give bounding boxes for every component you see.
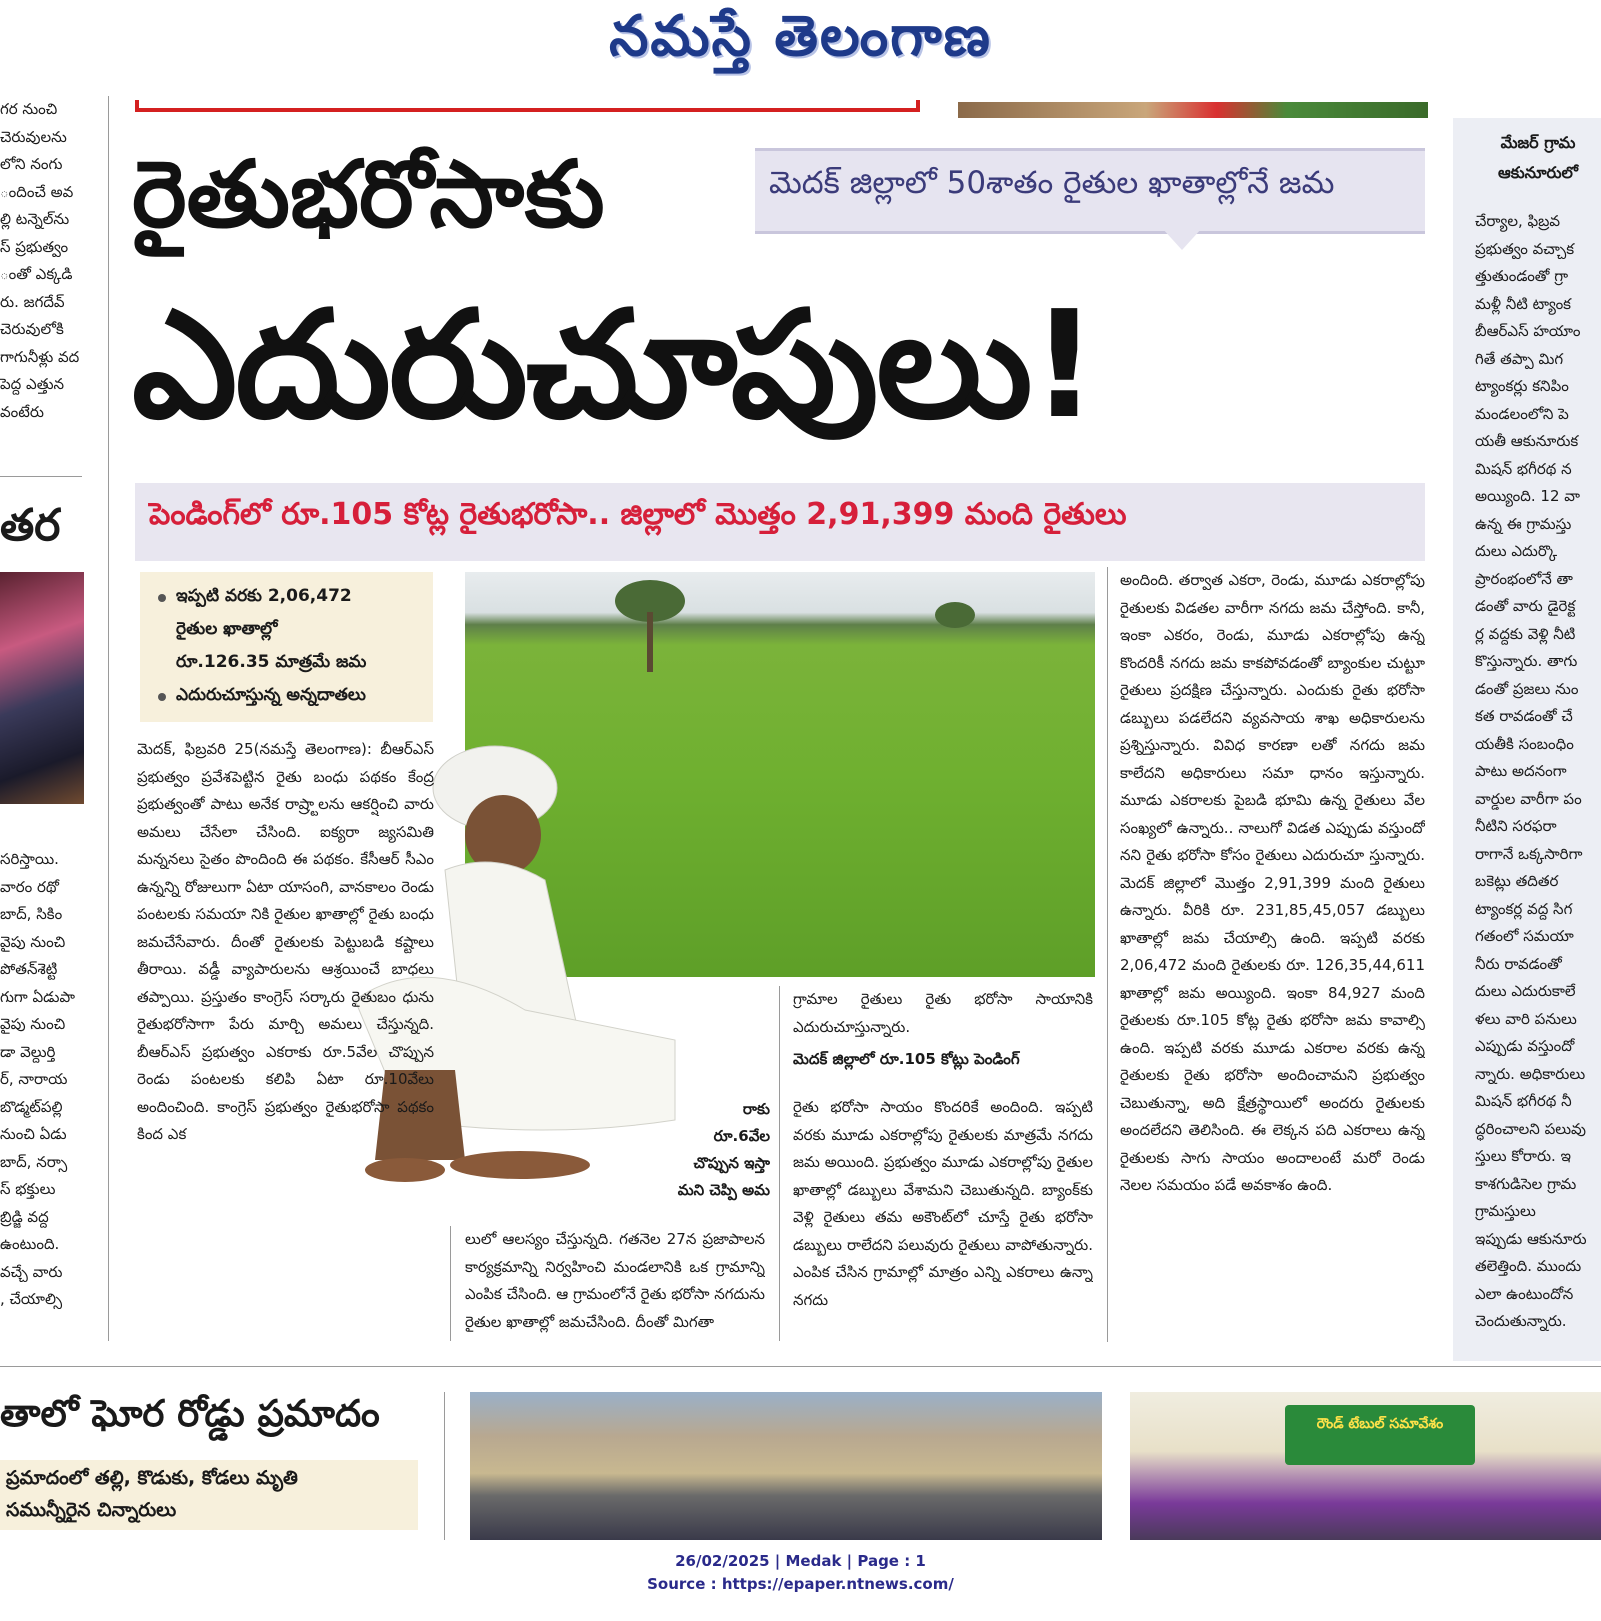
- column-rule: [450, 1226, 451, 1341]
- masthead: [0, 0, 1601, 90]
- page-footer: [0, 1550, 1601, 1596]
- banner-text: పెండింగ్‌లో రూ.105 కోట్ల రైతుభరోసా.. జిల్లాలో మొత్తం 2,91,399 మంది రైతులు: [149, 497, 1127, 532]
- subheadline-box: [755, 148, 1425, 234]
- footer-source: Source : https://epaper.ntnews.com/: [647, 1575, 954, 1593]
- right-story-text: చేర్యాల, ఫిబ్రవ ప్రభుత్వం వచ్చాక త్తుతుండంతో గ్రా మళ్లీ నీటి ట్యాంక బీఆర్‌ఎస్ హయాం గితే తప్పా మిగ ట్యాంకర్లు కనిపిం మండలంలోని పె యతీ ఆకునూరుక మిషన్ భగీరథ న అయ్యింది. 12 వా ఉన్న ఈ గ్రామస్తు దులు ఎదుర్కొ ప్రారంభంలోనే తా డంతో వారు డైరెక్ట ర్ల వద్దకు వెళ్లి నీటి కొస్తున్నారు. తాగు డంతో ప్రజలు నుం కత రావడంతో చే యతీకి సంబంధిం పాటు అదనంగా వార్డుల వారీగా పం నీటిని సరఫరా రాగానే ఒక్కసారిగా బకెట్లు తదితర ట్యాంకర్ల వద్ద సిగ గతంలో సమయా నీరు రావడంతో దులు ఎదురుకాలే ళలు వారి పనులు ఎప్పుడు వస్తుందో న్నారు. అధికారులు మిషన్ భగీరథ నీ ద్ధరించాలని పలువు స్తులు కోరారు. ఇ కాశగుడిసెల గ్రామ గ్రామస్తులు ఇప్పుడు ఆకునూరు తలెత్తింది. ముందు ఎలా ఉంటుందోన చెందుతున్నారు.: [1475, 212, 1587, 1330]
- bottom-story-subhead: ప్రమాదంలో తల్లి, కొడుకు, కోడలు మృతి సమున్నీరైన చిన్నారులు: [0, 1460, 418, 1530]
- left-divider: [0, 476, 82, 477]
- tree-trunk: [647, 612, 653, 672]
- photo-caption: రాకు రూ.6వేల చొప్పున ఇస్తా మని చెప్పి అమ: [677, 1100, 770, 1199]
- roundtable-banner-text: రౌండ్ టేబుల్ సమావేశం: [1316, 1416, 1444, 1432]
- article-subheading: మెదక్ జిల్లాలో రూ.105 కోట్లు పెండింగ్: [793, 1050, 1020, 1068]
- column-rule: [444, 1392, 445, 1540]
- key-point-1: ఇప్పటి వరకు 2,06,472: [152, 580, 421, 613]
- key-point-1-line-2: రైతుల ఖాతాల్లో: [176, 619, 278, 639]
- column-rule: [779, 986, 780, 1341]
- top-photo-strip: [958, 102, 1428, 118]
- right-story-headline: మేజర్ గ్రామ ఆకునూరులో: [1497, 133, 1579, 182]
- key-point-2: ఎదురుచూస్తున్న అన్నదాతలు: [152, 679, 421, 712]
- bottom-story-headline: తాలో ఘోర రోడ్డు ప్రమాదం: [0, 1392, 380, 1435]
- article-column-3: రైతు భరోసా సాయం కొందరికే అందింది. ఇప్పటి వరకు మూడు ఎకరాల్లోపు రైతులకు మాత్రమే నగదు జమ అయింది. ప్రభుత్వం మూడు ఎకరాల్లోపు రైతుల ఖాతాల్లో డబ్బులు వేశామని చెబుతున్నది. బ్యాంక్‌కు వెళ్లి రైతులు తమ అకౌంట్‌లో చూస్తే రైతు భరోసా డబ్బులు రాలేదని పలువురు రైతులు వాపోతున్నారు. ఎంపిక చేసిన గ్రామాల్లో మాత్రం ఎన్ని ఎకరాలు ఉన్నా నగదు: [793, 1098, 1093, 1309]
- article-column-2: లులో ఆలస్యం చేస్తున్నది. గతనెల 27న ప్రజాపాలన కార్యక్రమాన్ని నిర్వహించి మండలానికి ఒక గ్రామాన్ని ఎంపిక చేసింది. ఆ గ్రామంలోనే రైతు భరోసా నగదును రైతుల ఖాతాల్లో జమచేసింది. దీంతో మిగతా: [465, 1230, 765, 1331]
- headline-line-2: ఎదురుచూపులు!: [132, 279, 1096, 451]
- left-column-photo: [0, 572, 84, 804]
- article-column-3-top: గ్రామాల రైతులు రైతు భరోసా సాయానికి ఎదురుచూస్తున్నారు.: [793, 990, 1093, 1036]
- key-points-box: [140, 572, 433, 722]
- highlight-banner: [135, 483, 1425, 561]
- newspaper-logo: నమస్తే తెలంగాణ: [609, 4, 992, 69]
- tree-icon: [935, 602, 975, 628]
- roundtable-banner: [1285, 1405, 1475, 1465]
- subheadline-pointer: [1162, 228, 1202, 250]
- top-red-rule: [135, 100, 920, 112]
- left-column-rule: [108, 96, 109, 1341]
- article-column-1: మెదక్, ఫిబ్రవరి 25(నమస్తే తెలంగాణ): బీఆర్‌ఎస్ ప్రభుత్వం ప్రవేశపెట్టిన రైతు బంధు పథకం కేంద్ర ప్రభుత్వంతో పాటు అనేక రాష్ర్టాలను ఆకర్షించి వారు అమలు చేసేలా చేసింది. ఐక్యరా జ్యసమితి మన్ననలు సైతం పొందింది ఈ పథకం. కేసీఆర్ సీఎం ఉన్నన్ని రోజులుగా ఏటా యాసంగి, వానకాలం రెండు పంటలకు సమయా నికి రైతుల ఖాతాల్లో రైతు బంధు జమచేసేవారు. దీంతో రైతులకు పెట్టుబడి కష్టాలు తీరాయి. వడ్డీ వ్యాపారులను ఆశ్రయించే బాధలు తప్పాయి. ప్రస్తుతం కాంగ్రెస్ సర్కారు రైతుబం ధును రైతుభరోసాగా పేరు మార్చి అమలు చేస్తున్నది. బీఆర్‌ఎస్ ప్రభుత్వం ఎకరాకు రూ.5వేల చొప్పున రెండు పంటలకు కలిపి ఏటా రూ.10వేలు అందించింది. కాంగ్రెస్ ప్రభుత్వం రైతుభరోసా పథకం కింద ఎక: [137, 740, 434, 1143]
- column-rule: [1107, 567, 1108, 1342]
- left-column-text-bottom: సరిస్తాయి. వారం రథో బాద్, సికిం వైపు నుంచి పోతన్‌శెట్టి గుగా ఏడుపా వైపు నుంచి డా వెల్దుర్తి ర్, నారాయ బొడ్మట్‌పల్లి నుంచి ఏడు బాద్, నర్సా స్ భక్తులు బ్రిడ్జి వద్ద ఉంటుంది. వచ్చే వారు , చేయాల్సి: [0, 850, 75, 1308]
- subheadline: మెదక్ జిల్లాలో 50శాతం రైతుల ఖాతాల్లోనే జమ: [769, 165, 1335, 201]
- headline-line-1: రైతుభరోసాకు: [132, 141, 605, 248]
- footer-date-page: 26/02/2025 | Medak | Page : 1: [675, 1552, 926, 1570]
- key-point-1-line-3: రూ.126.35 మాత్రమే జమ: [176, 652, 367, 672]
- left-column-text-top: గర నుంచి చెరువులను లోని నంగు ందించే అవ ల్లి టన్నెల్‌ను స్ ప్రభుత్వం ంతో ఎక్కడి రు. జగదేవ్ చెరువులోకి గాగునీళ్లు వద పెద్ద ఎత్తున వంటేరు: [0, 100, 80, 421]
- left-column-headline: తర: [0, 500, 61, 551]
- bottom-divider: [0, 1366, 1601, 1367]
- bullet-icon: [158, 693, 166, 701]
- bullet-icon: [158, 594, 166, 602]
- article-column-4: అందింది. తర్వాత ఎకరా, రెండు, మూడు ఎకరాల్లోపు రైతులకు విడతల వారీగా నగదు జమ చేస్తోంది. కానీ, ఇంకా ఎకరం, రెండు, మూడు ఎకరాల్లోపు ఉన్న కొందరికీ నగదు జమ కాకపోవడంతో బ్యాంకుల చుట్టూ రైతులు ప్రదక్షిణ చేస్తున్నారు. ఎందుకు రైతు భరోసా డబ్బులు పడలేదని వ్యవసాయ శాఖ అధికారులను ప్రశ్నిస్తున్నారు. వివిధ కారణా లతో నగదు జమ కాలేదని అధికారులు సమా ధానం ఇస్తున్నారు. మూడు ఎకరాలకు పైబడి భూమి ఉన్న రైతులు వేల సంఖ్యలో ఉన్నారు.. నాలుగో విడత ఎప్పుడు వస్తుందో నని రైతు భరోసా కోసం రైతులు ఎదురుచూ స్తున్నారు. మెదక్ జిల్లాలో మొత్తం 2,91,399 మంది రైతులు ఉన్నారు. వీరికి రూ. 231,85,45,057 డబ్బులు ఖాతాల్లో జమ చేయాల్సి ఉంది. ఇప్పటి వరకు 2,06,472 మంది రైతులకు రూ. 126,35,44,611 ఖాతాల్లో జమ అయ్యింది. ఇంకా 84,927 మంది రైతులకు రూ.105 కోట్ల రైతు భరోసా జమ కావాల్సి ఉంది. ఇప్పటి వరకు మూడు ఎకరాల వరకు ఉన్న రైతులకు రైతు భరోసా అందించామని ప్రభుత్వం చెబుతున్నా, అది క్షేత్రస్థాయిలో అందరు రైతులకు అందలేదని తెలిసింది. ఈ లెక్కన పది ఎకరాలు ఉన్న రైతులకు సాగు సాయం అందాలంటే మరో రెండు నెలల సమయం పడే అవకాశం ఉంది.: [1120, 571, 1425, 1194]
- protest-photo: [470, 1392, 1102, 1540]
